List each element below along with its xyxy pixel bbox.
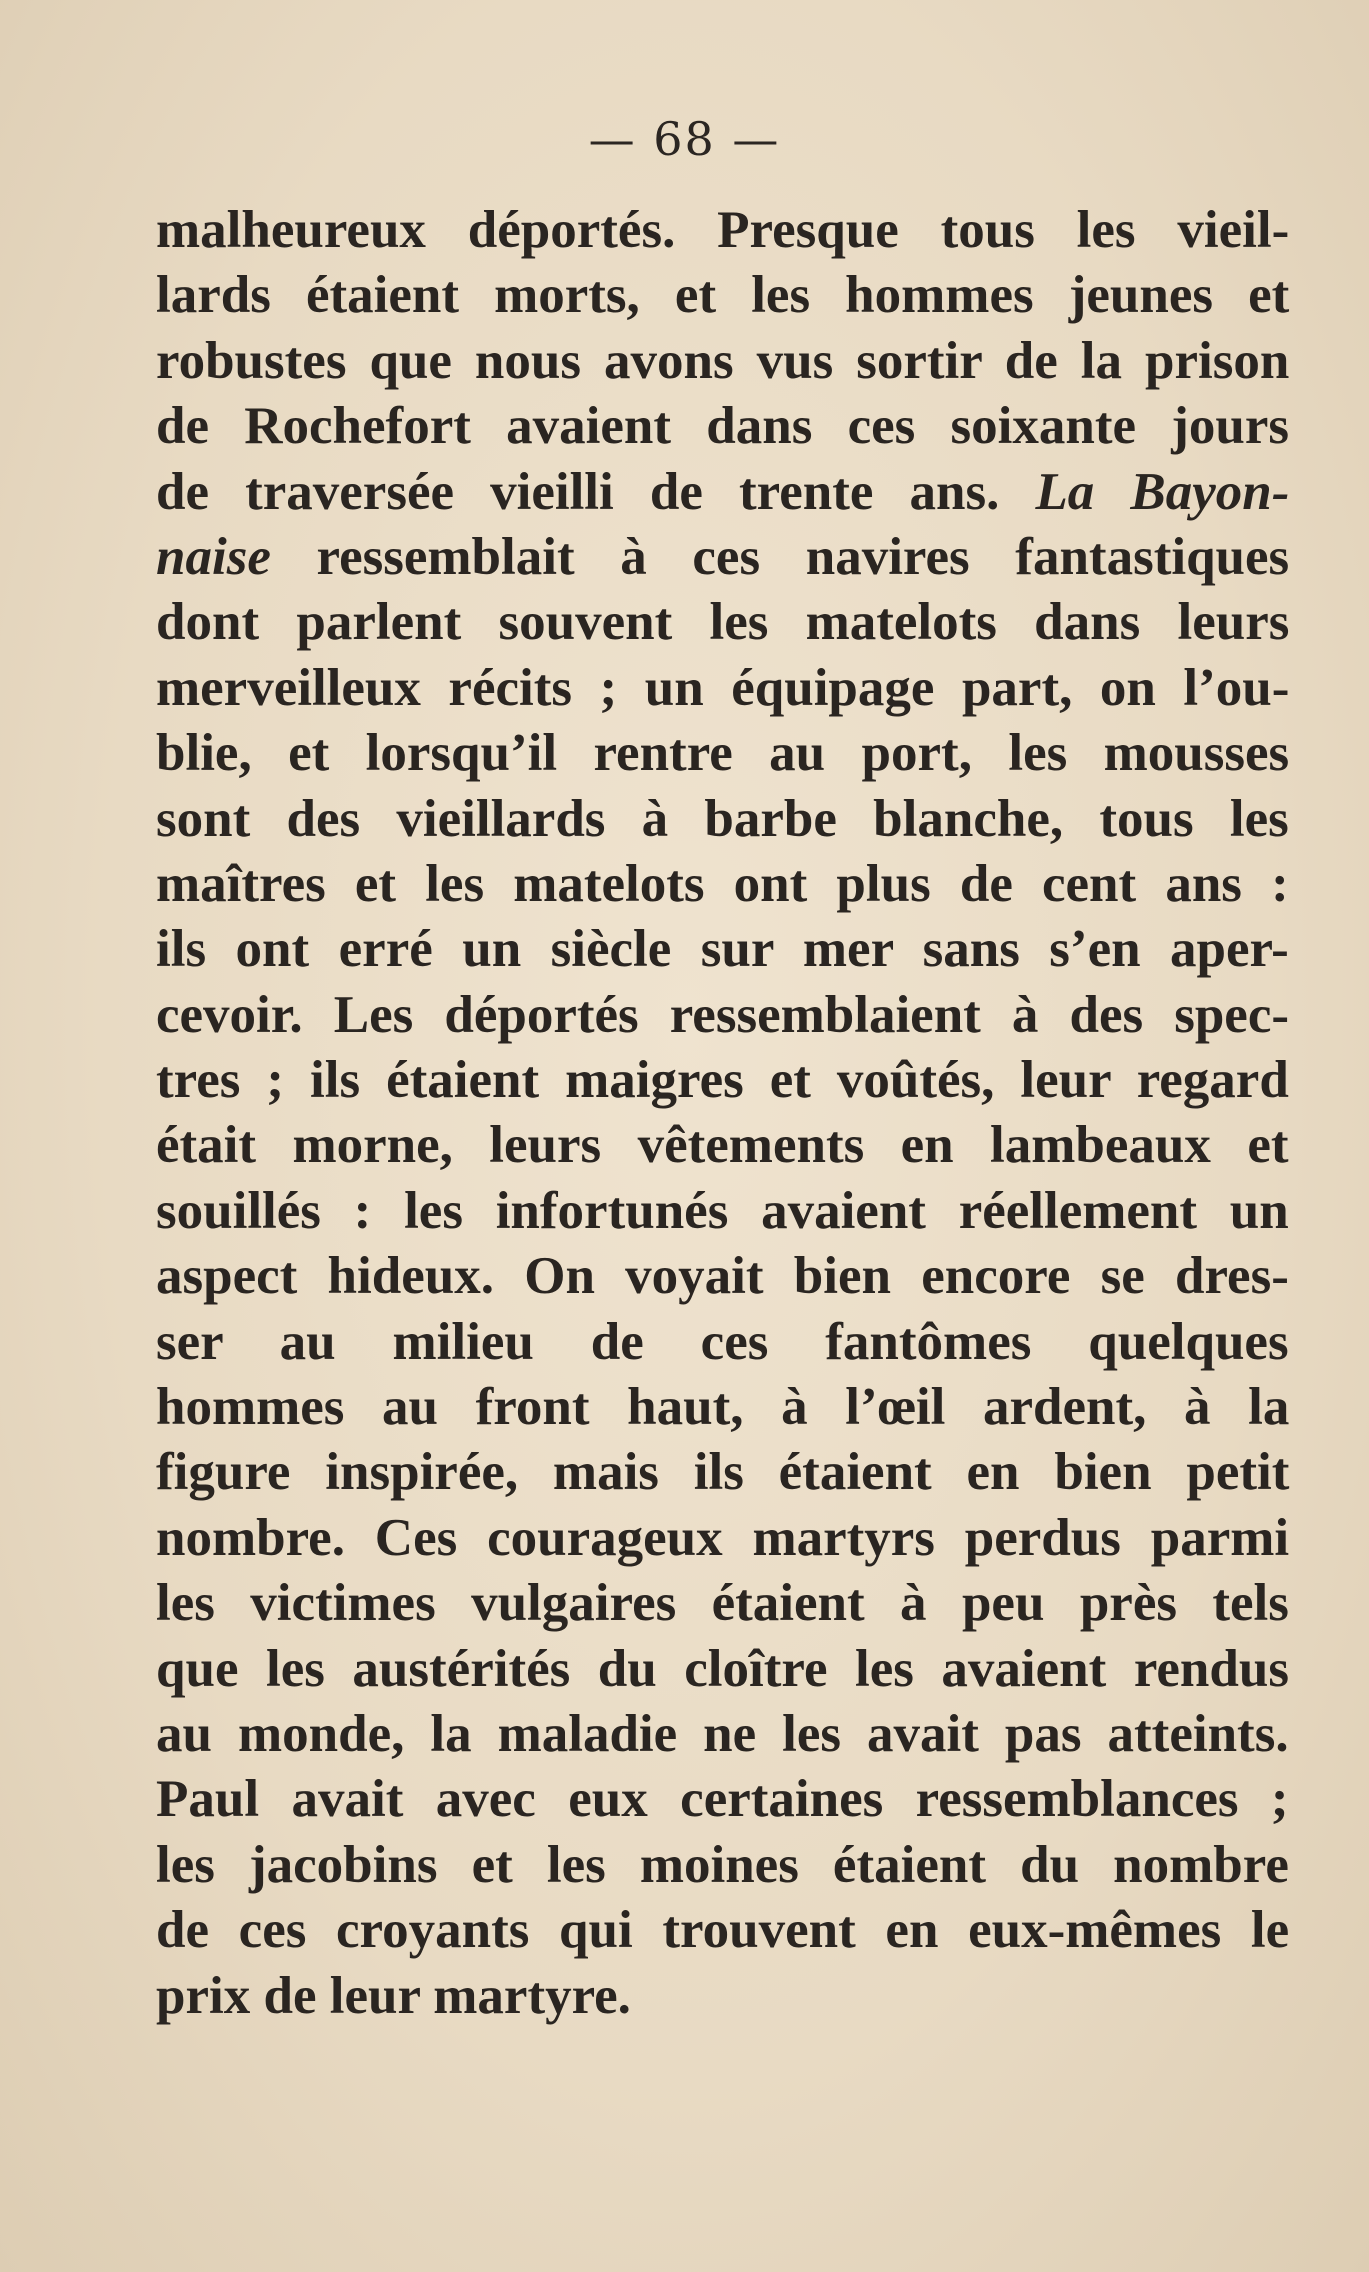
text-segment: les jacobins et les moines étaient du nombre: [156, 1835, 1289, 1894]
text-segment: merveilleux récits ; un équipage part, on l’ou-: [156, 658, 1290, 717]
text-segment: ils ont erré un siècle sur mer sans s’en aper-: [156, 920, 1289, 979]
text-segment: Paul avait avec eux certaines ressemblances ;: [156, 1770, 1289, 1829]
text-segment: malheureux déportés. Presque tous les vieil-: [156, 201, 1290, 259]
text-segment: lards étaient morts, et les hommes jeunes et: [156, 266, 1290, 325]
text-line: [156, 1113, 1289, 1178]
text-line: [156, 198, 1289, 263]
text-segment: robustes que nous avons vus sortir de la prison: [156, 331, 1290, 390]
text-line: [156, 1833, 1289, 1898]
text-line: [156, 525, 1289, 590]
text-line: [156, 1244, 1289, 1309]
body-text: [156, 198, 1289, 2029]
text-segment: blie, et lorsqu’il rentre au port, les mousses: [156, 724, 1290, 783]
text-line: [156, 1898, 1289, 1963]
text-line: [156, 983, 1289, 1048]
text-segment: aspect hideux. On voyait bien encore se dres-: [156, 1247, 1289, 1306]
text-line: [156, 1375, 1289, 1440]
text-segment: sont des vieillards à barbe blanche, tous les: [156, 789, 1289, 848]
text-segment: dont parlent souvent les matelots dans leurs: [156, 593, 1290, 652]
text-segment: souillés : les infortunés avaient réellement un: [156, 1181, 1289, 1240]
text-segment: ser au milieu de ces fantômes quelques: [156, 1312, 1289, 1371]
text-line: [156, 721, 1289, 786]
text-line: [156, 1440, 1289, 1505]
italic-text: naise: [156, 527, 271, 586]
text-line: [156, 263, 1289, 328]
text-line: [156, 656, 1289, 721]
text-line: [156, 1310, 1289, 1375]
text-line: [156, 1637, 1289, 1702]
text-line: [156, 1964, 1289, 2029]
text-line: [156, 1506, 1289, 1571]
text-segment: figure inspirée, mais ils étaient en bien petit: [156, 1443, 1290, 1502]
text-line: [156, 852, 1289, 917]
text-line: [156, 394, 1289, 459]
text-line: [156, 1702, 1289, 1767]
text-line: [156, 1048, 1289, 1113]
text-line: [156, 1571, 1289, 1636]
text-segment: nombre. Ces courageux martyrs perdus parmi: [156, 1508, 1290, 1567]
text-segment: tres ; ils étaient maigres et voûtés, leur regard: [156, 1051, 1289, 1110]
text-segment: hommes au front haut, à l’œil ardent, à la: [156, 1378, 1290, 1437]
text-line: [156, 329, 1289, 394]
text-segment: les victimes vulgaires étaient à peu près tels: [156, 1574, 1289, 1633]
text-segment: cevoir. Les déportés ressemblaient à des spec-: [156, 985, 1289, 1044]
page-number: — 68 —: [588, 112, 781, 166]
text-line: [156, 460, 1289, 525]
text-line: [156, 1767, 1289, 1832]
text-line: [156, 590, 1289, 655]
text-line: [156, 1179, 1289, 1244]
text-segment: au monde, la maladie ne les avait pas atteints.: [156, 1704, 1289, 1763]
text-segment: prix de leur martyre.: [156, 1966, 631, 2025]
text-segment: maîtres et les matelots ont plus de cent ans :: [156, 854, 1289, 913]
text-segment: ressemblait à ces navires fantastiques: [270, 527, 1290, 586]
text-line: [156, 787, 1289, 852]
text-segment: que les austérités du cloître les avaient rendus: [156, 1639, 1289, 1698]
text-segment: de ces croyants qui trouvent en eux-mêmes le: [156, 1901, 1290, 1960]
text-segment: de traversée vieilli de trente ans.: [156, 462, 1036, 521]
italic-text: La Bayon-: [1035, 462, 1290, 521]
text-segment: de Rochefort avaient dans ces soixante jours: [156, 397, 1290, 456]
text-segment: était morne, leurs vêtements en lambeaux et: [156, 1116, 1289, 1175]
text-line: [156, 917, 1289, 982]
